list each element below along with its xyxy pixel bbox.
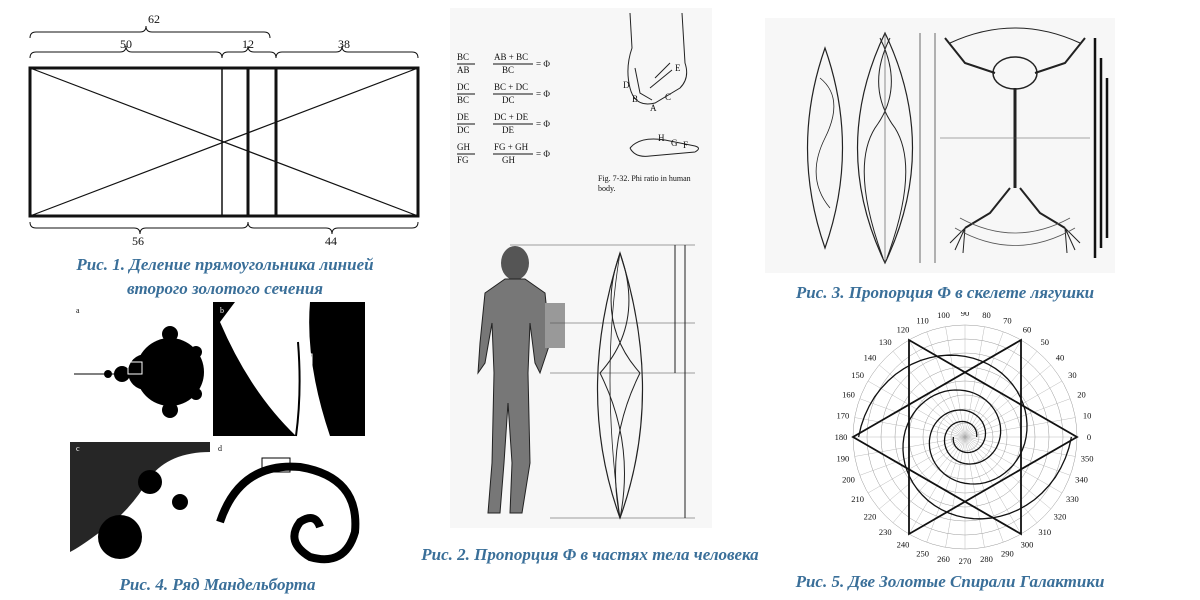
fig4-caption: Рис. 4. Ряд Мандельборта: [119, 575, 316, 594]
mandelbrot-label-c: c: [76, 444, 80, 453]
angle-label: 40: [1055, 352, 1065, 363]
polar-grid-spoke: [965, 399, 1070, 437]
finger-label-f: F: [683, 140, 689, 150]
polar-hexagram-chart: [820, 312, 1110, 574]
dim-bottom-44: 44: [325, 234, 337, 248]
golden-rectangle-diagram: [20, 8, 430, 248]
formula-2-rnum: BC + DC: [494, 82, 529, 92]
angle-label: 300: [1020, 539, 1034, 550]
angle-label: 110: [916, 315, 929, 326]
angle-label: 20: [1077, 389, 1086, 400]
formula-1-res: = Φ: [536, 59, 550, 69]
formula-3-rden: DE: [502, 125, 514, 135]
hand-label-d: D: [623, 80, 630, 90]
fig1-panel: [20, 8, 430, 248]
fig5-panel: [820, 312, 1110, 574]
angle-label: 130: [878, 337, 892, 347]
polar-grid-spoke: [965, 365, 1051, 437]
polar-grid-spoke: [965, 437, 1051, 509]
statue-proportion-drawing: [450, 213, 712, 528]
angle-label: 70: [1003, 315, 1012, 326]
formula-1-rnum: AB + BC: [494, 52, 529, 62]
fig1-caption-line2: второго золотого сечения: [126, 279, 324, 298]
formula-4-rnum: FG + GH: [494, 142, 529, 152]
angle-label: 0: [1086, 432, 1092, 442]
formula-3-num: DE: [457, 112, 469, 122]
angle-label: 150: [851, 370, 864, 380]
angle-label: 270: [958, 556, 972, 566]
polar-grid-spoke: [879, 437, 965, 509]
fig5-caption: Рис. 5. Две Золотые Спирали Галактики: [795, 572, 1105, 591]
hand-label-e: E: [675, 63, 681, 73]
angle-label: 160: [842, 389, 855, 400]
formula-3-den: DC: [457, 125, 470, 135]
angle-label: 310: [1038, 527, 1052, 537]
finger-label-g: G: [671, 138, 678, 148]
polar-grid-spoke: [879, 365, 965, 437]
angle-label: 100: [937, 312, 950, 320]
formula-3-res: = Φ: [536, 119, 550, 129]
fig3-caption: Рис. 3. Пропорция Φ в скелете лягушки: [795, 283, 1095, 302]
dim-bottom-56: 56: [132, 234, 144, 248]
polar-grid-spoke: [860, 437, 965, 475]
hand-label-a: A: [650, 103, 657, 113]
formula-2-res: = Φ: [536, 89, 550, 99]
formula-1-den: AB: [457, 65, 470, 75]
fig2-caption: Рис. 2. Пропорция Φ в частях тела человека: [421, 545, 759, 564]
dim-top-62: 62: [148, 12, 160, 26]
angle-label: 340: [1075, 474, 1088, 485]
formula-2-rden: DC: [502, 95, 515, 105]
formula-4-rden: GH: [502, 155, 515, 165]
fig2-panel: [450, 8, 712, 528]
angle-label: 320: [1053, 511, 1067, 522]
angle-label: 240: [896, 539, 910, 550]
angle-label: 200: [842, 474, 855, 485]
dim-top-12: 12: [242, 37, 254, 51]
angle-label: 250: [916, 548, 929, 559]
hand-label-b: B: [632, 94, 639, 104]
angle-label: 60: [1022, 324, 1032, 335]
formula-4-num: GH: [457, 142, 470, 152]
formula-lines: [455, 50, 575, 170]
angle-label: 350: [1080, 453, 1094, 464]
angle-label: 90: [960, 312, 970, 318]
angle-label: 120: [896, 324, 910, 335]
fig4-panel: [70, 302, 365, 570]
formula-1-rden: BC: [502, 65, 515, 75]
dim-top-38: 38: [338, 37, 350, 51]
dim-top-50: 50: [120, 37, 132, 51]
angle-label: 260: [937, 554, 950, 565]
formula-1-num: BC: [457, 52, 470, 62]
mandelbrot-label-a: a: [76, 306, 80, 315]
formula-4-den: FG: [457, 155, 469, 165]
angle-label: 190: [836, 453, 850, 464]
angle-label: 10: [1082, 410, 1092, 421]
mandelbrot-label-b: b: [220, 306, 224, 315]
angle-label: 330: [1066, 494, 1079, 504]
angle-label: 170: [836, 410, 850, 421]
formula-3-rnum: DC + DE: [494, 112, 529, 122]
angle-label: 210: [851, 494, 864, 504]
angle-label: 280: [980, 554, 993, 565]
formula-2-num: DC: [457, 82, 470, 92]
fig-note: Fig. 7-32. Phi ratio in human body.: [598, 174, 691, 193]
polar-grid-spoke: [965, 437, 1070, 475]
fig1-caption-line1: Рис. 1. Деление прямоугольника линией: [76, 255, 374, 274]
fig3-panel: [765, 18, 1115, 273]
formula-2-den: BC: [457, 95, 470, 105]
formula-4-res: = Φ: [536, 149, 550, 159]
mandelbrot-series-image: [70, 302, 365, 570]
hand-label-c: C: [665, 92, 672, 102]
angle-label: 220: [863, 511, 877, 522]
finger-label-h: H: [658, 133, 665, 143]
angle-label: 230: [878, 527, 892, 537]
angle-label: 80: [982, 312, 991, 320]
frog-skeleton-drawing: [765, 18, 1115, 273]
angle-label: 30: [1068, 370, 1077, 380]
angle-label: 290: [1001, 548, 1014, 559]
angle-label: 140: [863, 352, 877, 363]
angle-label: 180: [834, 432, 848, 442]
angle-label: 50: [1040, 337, 1049, 347]
polar-grid-spoke: [860, 399, 965, 437]
mandelbrot-label-d: d: [218, 444, 222, 453]
